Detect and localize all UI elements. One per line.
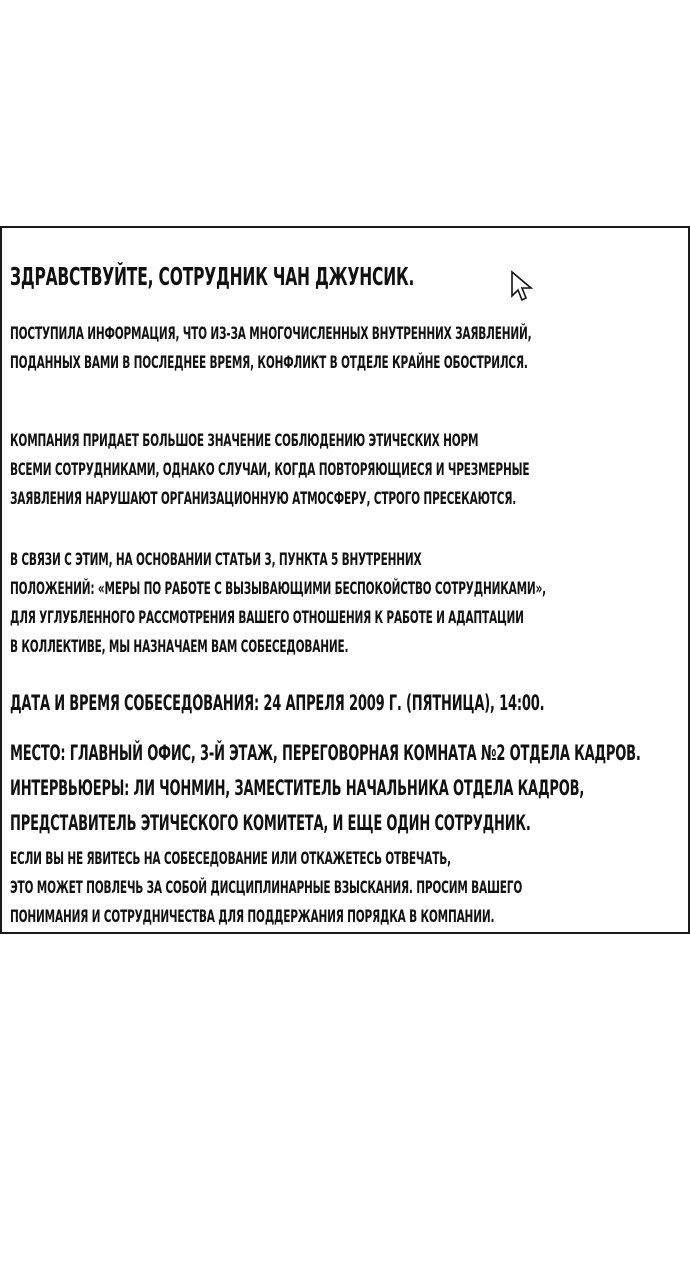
interview-datetime: ДАТА И ВРЕМЯ СОБЕСЕДОВАНИЯ: 24 АПРЕЛЯ 2009 Г. (ПЯТНИЦА), 14:00. xyxy=(10,691,545,715)
interview-location: МЕСТО: ГЛАВНЫЙ ОФИС, 3-Й ЭТАЖ, ПЕРЕГОВОРНАЯ КОМНАТА №2 ОТДЕЛА КАДРОВ. xyxy=(10,741,641,765)
warning-line: ПОНИМАНИЯ И СОТРУДНИЧЕСТВА ДЛЯ ПОДДЕРЖАНИЯ ПОРЯДКА В КОМПАНИИ. xyxy=(10,907,495,927)
paragraph-1-line: ПОДАННЫХ ВАМИ В ПОСЛЕДНЕЕ ВРЕМЯ, КОНФЛИКТ В ОТДЕЛЕ КРАЙНЕ ОБОСТРИЛСЯ. xyxy=(10,353,528,373)
paragraph-3-line: ПОЛОЖЕНИЙ: «МЕРЫ ПО РАБОТЕ С ВЫЗЫВАЮЩИМИ БЕСПОКОЙСТВО СОТРУДНИКАМИ», xyxy=(10,579,546,599)
paragraph-3-line: ДЛЯ УГЛУБЛЕННОГО РАССМОТРЕНИЯ ВАШЕГО ОТНОШЕНИЯ К РАБОТЕ И АДАПТАЦИИ xyxy=(10,608,524,628)
paragraph-2-line: ЗАЯВЛЕНИЯ НАРУШАЮТ ОРГАНИЗАЦИОННУЮ АТМОСФЕРУ, СТРОГО ПРЕСЕКАЮТСЯ. xyxy=(10,489,517,509)
notice-greeting: ЗДРАВСТВУЙТЕ, СОТРУДНИК ЧАН ДЖУНСИК. xyxy=(10,262,415,291)
paragraph-2-line: ВСЕМИ СОТРУДНИКАМИ, ОДНАКО СЛУЧАИ, КОГДА ПОВТОРЯЮЩИЕСЯ И ЧРЕЗМЕРНЫЕ xyxy=(10,460,530,480)
warning-line: ЭТО МОЖЕТ ПОВЛЕЧЬ ЗА СОБОЙ ДИСЦИПЛИНАРНЫЕ ВЗЫСКАНИЯ. ПРОСИМ ВАШЕГО xyxy=(10,878,523,898)
mouse-pointer-arrow-icon xyxy=(510,270,534,304)
paragraph-3-line: В СВЯЗИ С ЭТИМ, НА ОСНОВАНИИ СТАТЬИ 3, ПУНКТА 5 ВНУТРЕННИХ xyxy=(10,550,422,570)
paragraph-1-line: ПОСТУПИЛА ИНФОРМАЦИЯ, ЧТО ИЗ-ЗА МНОГОЧИСЛЕННЫХ ВНУТРЕННИХ ЗАЯВЛЕНИЙ, xyxy=(10,324,532,344)
paragraph-3-line: В КОЛЛЕКТИВЕ, МЫ НАЗНАЧАЕМ ВАМ СОБЕСЕДОВАНИЕ. xyxy=(10,637,349,657)
paragraph-2-line: КОМПАНИЯ ПРИДАЕТ БОЛЬШОЕ ЗНАЧЕНИЕ СОБЛЮДЕНИЮ ЭТИЧЕСКИХ НОРМ xyxy=(10,431,479,451)
interview-interviewers-cont: ПРЕДСТАВИТЕЛЬ ЭТИЧЕСКОГО КОМИТЕТА, И ЕЩЕ ОДИН СОТРУДНИК. xyxy=(10,811,531,835)
warning-line: ЕСЛИ ВЫ НЕ ЯВИТЕСЬ НА СОБЕСЕДОВАНИЕ ИЛИ ОТКАЖЕТЕСЬ ОТВЕЧАТЬ, xyxy=(10,849,451,869)
interview-notice-box xyxy=(0,226,690,934)
interview-interviewers: ИНТЕРВЬЮЕРЫ: ЛИ ЧОНМИН, ЗАМЕСТИТЕЛЬ НАЧАЛЬНИКА ОТДЕЛА КАДРОВ, xyxy=(10,776,585,800)
